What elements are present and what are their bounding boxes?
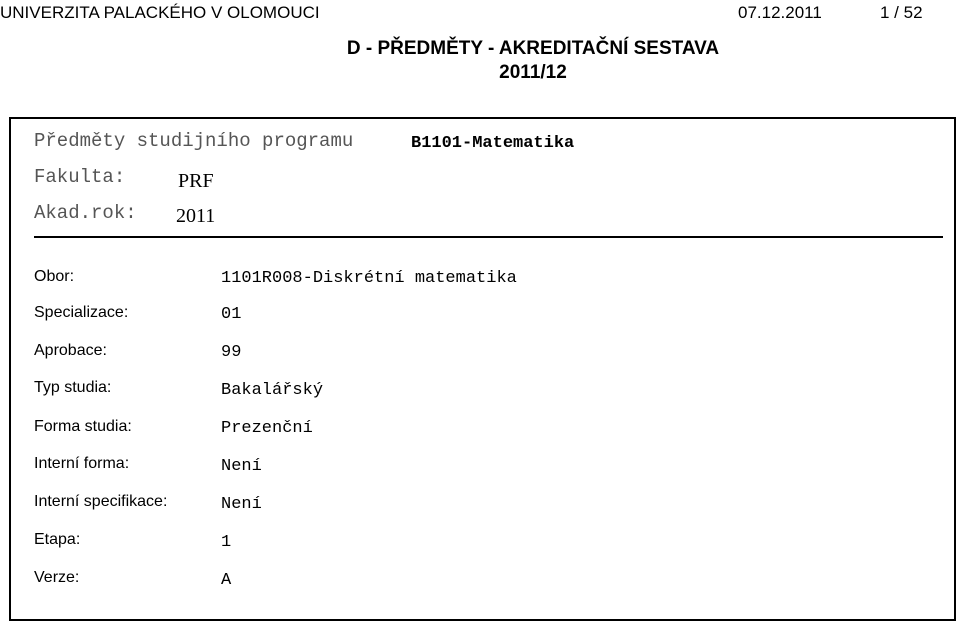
- field-value-typ-studia: Bakalářský: [221, 381, 324, 400]
- field-label-obor: Obor:: [34, 268, 75, 285]
- field-value-obor: 1101R008-Diskrétní matematika: [221, 269, 517, 288]
- field-label-typ-studia: Typ studia:: [34, 379, 112, 396]
- year-value: 2011: [176, 205, 216, 227]
- field-label-etapa: Etapa:: [34, 531, 81, 548]
- page-number: 1 / 52: [880, 3, 923, 22]
- program-value: B1101-Matematika: [411, 134, 575, 153]
- faculty-label: Fakulta:: [34, 166, 126, 188]
- report-subtitle: 2011/12: [499, 62, 567, 83]
- field-value-interni-specifikace: Není: [221, 495, 262, 514]
- university-name: UNIVERZITA PALACKÉHO V OLOMOUCI: [0, 3, 320, 22]
- field-label-forma-studia: Forma studia:: [34, 418, 132, 435]
- report-frame: [9, 117, 956, 621]
- field-value-aprobace: 99: [221, 343, 242, 362]
- field-value-verze: A: [221, 571, 232, 590]
- field-value-specializace: 01: [221, 305, 242, 324]
- field-label-interni-forma: Interní forma:: [34, 455, 130, 472]
- program-label: Předměty studijního programu: [34, 130, 354, 152]
- field-label-verze: Verze:: [34, 569, 80, 586]
- report-title: D - PŘEDMĚTY - AKREDITAČNÍ SESTAVA: [346, 38, 720, 59]
- year-label: Akad.rok:: [34, 202, 137, 224]
- report-date: 07.12.2011: [738, 3, 822, 22]
- field-value-etapa: 1: [221, 533, 232, 552]
- field-label-interni-specifikace: Interní specifikace:: [34, 493, 168, 510]
- faculty-value: PRF: [178, 170, 214, 192]
- field-value-interni-forma: Není: [221, 457, 262, 476]
- field-value-forma-studia: Prezenční: [221, 419, 313, 438]
- section-divider: [34, 236, 943, 238]
- field-label-specializace: Specializace:: [34, 304, 129, 321]
- field-label-aprobace: Aprobace:: [34, 342, 107, 359]
